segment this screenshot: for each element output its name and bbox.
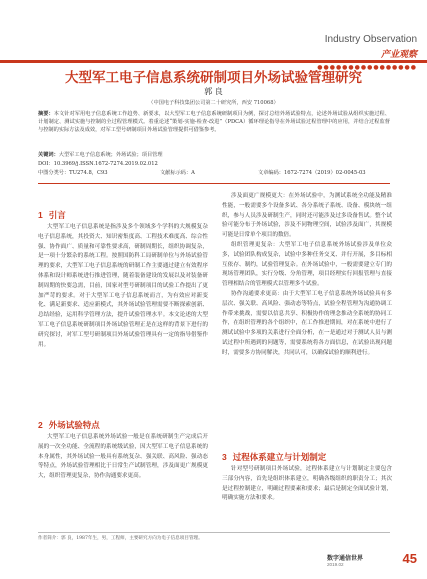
issue-date: 2019.02 (327, 562, 344, 567)
section-number: 1 (38, 210, 43, 220)
section-number: 2 (38, 420, 43, 430)
section-title: 外场试验特点 (48, 420, 100, 430)
doi: DOI：10.3969/j.ISSN.1672-7274.2019.02.012 (38, 161, 158, 167)
section-title: 过程体系建立与计划制定 (232, 452, 327, 462)
section-title: 引言 (48, 210, 66, 220)
document-code: 文献标示码：A (160, 170, 195, 176)
paragraph: 组织管理更复杂：大型军工电子信息系统外场试验涉及单位众多，试验团队构成复杂，试验中多种任务交叉、并行开展，多目标相互依存、制约，试验管理复杂。在外场试验中，一般需要建立专门的现场管理团队，实行分级、分角管理，项目经理实行回报管理与直接管理相结合的管理模式以管理多个试验。 (222, 241, 392, 288)
footnote: 作者简介：郭 良，1987年生，男，工程师，主要研究方向为电子信息项目管理。 (38, 536, 203, 541)
keywords-label: 关键词： (38, 152, 59, 158)
abstract-text: 本文针对军用电子信息系统工作趋势、新要求，以大型军工电子信息系统研制项目为例，探讨总结外场试验特点，论述外场试验从组织实施过程、计划制定、测试实施与控制的全过程管理模式。着重论述“策划-实施-检查-改进”（PDCA）循环理论指导在外场试验过程管理中的应用，并结合过程监督与控制的实际方法及成效，对军工型号研制项目外场试验管理提供可借鉴参考。 (38, 111, 390, 133)
section-2-heading (38, 419, 100, 431)
clc-number: 中图分类号：TU274.8，C93 (38, 170, 108, 176)
left-column-features (38, 433, 208, 482)
journal-brand (327, 551, 417, 573)
keywords (38, 152, 390, 159)
abstract (38, 110, 390, 134)
paragraph: 大型军工电子信息系统是指涉及多个领域多个学科的大规模复杂电子信息系统，其投资大、知识密集度高、工程技术难度高、综合性强、协作面广、质量和可靠性要求高，研制周期长，组织协调复杂，是一项十分繁杂的系统工程。按照国防科工局研制单位与外场试验管理的要求，大型军工电子信息系统的研制工作主要通过建立有效程序体系和设计师系统进行推进管理，随着装备建设的发展以及对装备研制周期的快要急需，目前，国家对型号研制项目的试验工作提出了更加严苛的要求。对于大型军工电子信息系统而言，为有效应对新变化、满足新要求、适应新模式，其外场试验管理需要不断探索创新、总结经验，运用科学管理方法，提升试验管理水平。本文论述的大型军工电子信息系统研制项目外场试验管理正是在这样的背景下进行的研究探讨，对军工型号研制项目外场试验管理具有一定的指导借鉴作用。 (38, 224, 208, 348)
journal-name: 数字通信世界 (327, 556, 364, 562)
page-number: 45 (402, 551, 417, 566)
paragraph: 针对型号研制项目外场试验，过程体系建立与计划制定主要包含三部分内容，首先是组织体系建立，明确各级组织的职责分工；其次是过程控制建立，明确过程要素和要求；最后是制定全面试验计划，明确实施方法和要求。 (222, 466, 392, 502)
paragraph: 大型军工电子信息系统外场试验一般是在系统研制生产完成后开展的一次全功能、全流程的系统级试验，因大型军工电子信息系统的本身属性，其外场试验一般具有系统复杂、强关联、高风险、强动态等特点，外场试验管理相比于日常生产试制管理，涉及面更广规模更大，组织管理更复杂，协作沟通要求更高。 (38, 434, 208, 480)
article-number: 文章编码：1672-7274（2019）02-0045-03 (258, 170, 366, 176)
header-rule (0, 60, 427, 63)
right-column-process (222, 465, 392, 504)
affiliation: （中国电子科技集团公司第二十研究所，西安 710068） (148, 100, 279, 106)
author: 郭 良 (204, 87, 223, 96)
paragraph: 涉及面更广规模更大：在外场试验中，为测试系统全功能及精准性能，一般需要多个设备多试、各分系统子系统、设备、模块统一组织，参与人员涉及研制生产，同时还可能涉及过多设备售试。整个试验可能分布于外场试验，涉及不同物理空间，试验涉及面广，其规模可能是日常单个项目的数倍。 (222, 193, 392, 239)
header-dots: ●●●●●●●●●●●●●●●● (317, 64, 417, 71)
header-section-en: Industry Observation (324, 34, 417, 45)
section-3-heading (222, 451, 326, 463)
section-number: 3 (222, 452, 227, 462)
meta-divider (38, 183, 390, 184)
section-1-heading (38, 209, 66, 221)
left-column-intro (38, 223, 208, 350)
keywords-text: 大型军工电子信息系统；外场试验；项目管理 (58, 152, 163, 158)
header-section-cn: 产业观察 (380, 49, 417, 59)
footnote-divider (38, 532, 390, 533)
paragraph: 协作沟通要求更高：由于大型军工电子信息系统外场试验具有多层次、强关联、高风险、强动态等特点，试验全程管理为沟通协调工作带来挑战，需要以信息共享、积极协作的理念推动全系统的协同工作，在组织管理的各个组织中，在工作推进期间，对在系统中进行了测试试验中多项的关系进行全面分析，在一是通过对于测试人员与测试过程中所遇到的问题等，需要系统将各方面信息，在试验出现问题时，需要多方协同解决，共同认可，以确保试验的顺利进行。 (222, 290, 392, 356)
right-column (222, 192, 392, 359)
article-title: 大型军工电子信息系统研制项目外场试验管理研究 (65, 70, 362, 85)
abstract-label: 摘要： (38, 111, 54, 117)
